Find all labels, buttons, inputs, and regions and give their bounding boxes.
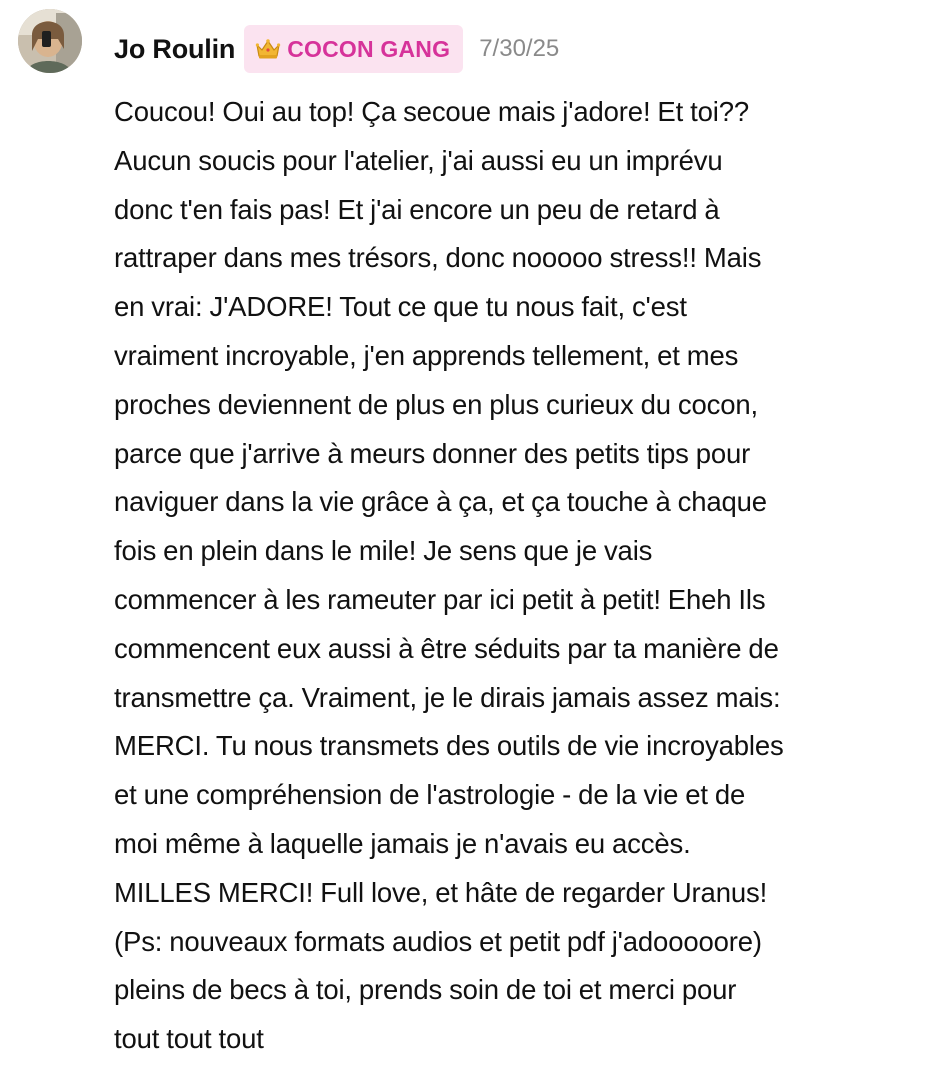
avatar[interactable]	[18, 9, 82, 73]
avatar-photo	[18, 9, 82, 73]
message-header	[114, 25, 559, 73]
author-name[interactable]: Jo Roulin	[114, 33, 236, 64]
message-timestamp[interactable]: 7/30/25	[479, 35, 560, 62]
message-body: Coucou! Oui au top! Ça secoue mais j'adore! Et toi?? Aucun soucis pour l'atelier, j'ai aussi eu un imprévu donc t'en fais pas! Et j'ai encore un peu de retard à rattraper dans mes trésors, donc nooooo stress!! Mais en vrai: J'ADORE! Tout ce que tu nous fait, c'est vraiment incroyable, j'en apprends tellement, et mes proches deviennent de plus en plus curieux du cocon, parce que j'arrive à meurs donner des petits tips pour naviguer dans la vie grâce à ça, et ça touche à chaque fois en plein dans le mile! Je sens que je vais commencer à les rameuter par ici petit à petit! Eheh Ils commencent eux aussi à être séduits par ta manière de transmettre ça. Vraiment, je le dirais jamais assez mais: MERCI. Tu nous transmets des outils de vie incroyables et une compréhension de l'astrologie - de la vie et de moi même à laquelle jamais je n'avais eu accès. MILLES MERCI! Full love, et hâte de regarder Uranus! (Ps: nouveaux formats audios et petit pdf j'adooooore) pleins de becs à toi, prends soin de toi et merci pour tout tout tout	[114, 96, 784, 1055]
role-badge[interactable]	[244, 25, 463, 73]
crown-icon	[255, 38, 281, 60]
badge-label: COCON GANG	[287, 35, 451, 62]
